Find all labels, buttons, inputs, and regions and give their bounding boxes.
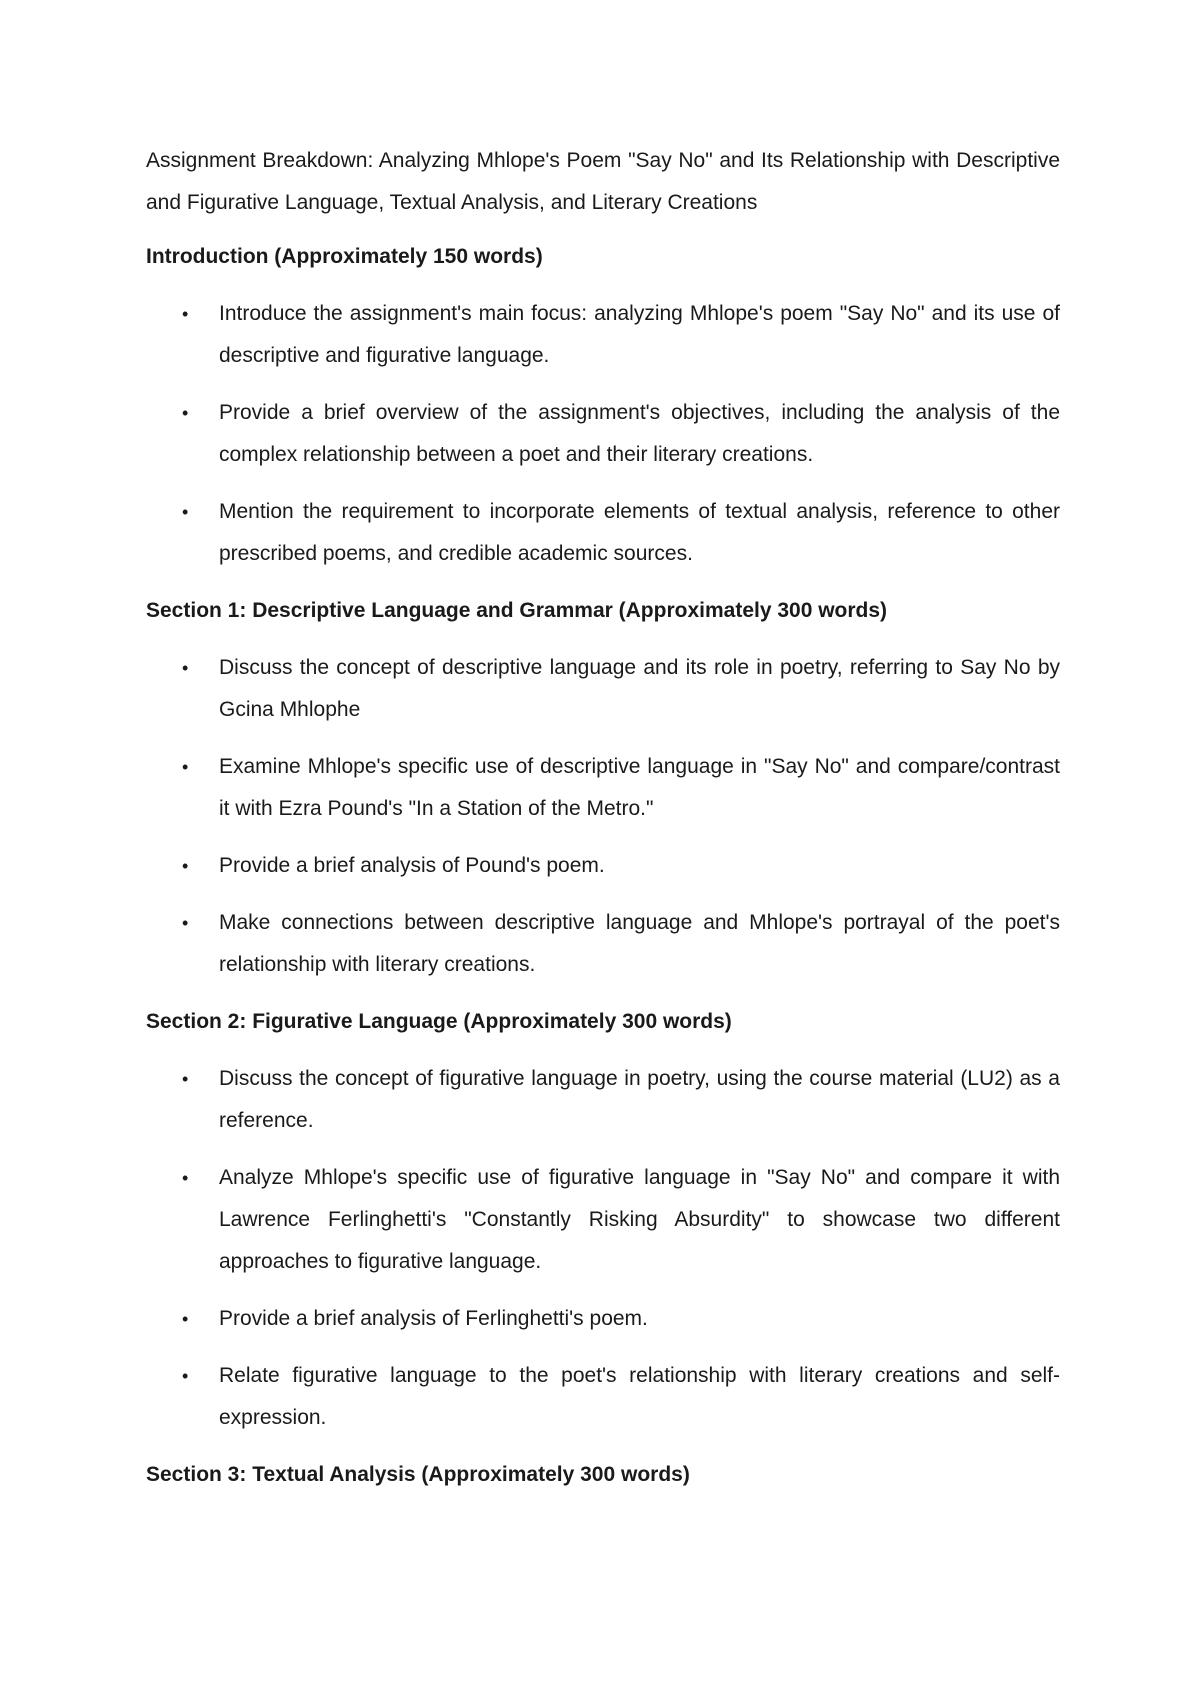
bullet-icon: •: [182, 502, 189, 522]
list-item: [146, 647, 1060, 731]
list-item-text: Discuss the concept of figurative language in poetry, using the course material (LU2) as a reference.: [219, 1067, 1060, 1132]
list-item-text: Provide a brief analysis of Ferlinghetti's poem.: [219, 1307, 648, 1330]
bullet-list: [146, 293, 1060, 575]
list-item: [146, 746, 1060, 830]
list-item: [146, 1298, 1060, 1340]
bullet-icon: •: [182, 913, 189, 933]
bullet-icon: •: [182, 304, 189, 324]
section-heading: Introduction (Approximately 150 words): [146, 245, 543, 268]
bullet-icon: •: [182, 1069, 189, 1089]
bullet-icon: •: [182, 403, 189, 423]
section-heading: Section 1: Descriptive Language and Grammar (Approximately 300 words): [146, 599, 888, 622]
section-2: [146, 1001, 1060, 1439]
section-3: [146, 1454, 1060, 1496]
list-item-text: Analyze Mhlope's specific use of figurative language in "Say No" and compare it with Lawrence Ferlinghetti's "Constantly Risking Absurdity" to showcase two different approaches to figurative language.: [219, 1166, 1060, 1273]
list-item: [146, 1058, 1060, 1142]
bullet-icon: •: [182, 1168, 189, 1188]
document-title-paragraph: Assignment Breakdown: Analyzing Mhlope's Poem "Say No" and Its Relationship with Descriptive and Figurative Language, Textual Analysis, and Literary Creations: [146, 149, 1060, 214]
section-introduction: [146, 236, 1060, 575]
section-heading: Section 3: Textual Analysis (Approximately 300 words): [146, 1463, 690, 1486]
list-item: [146, 902, 1060, 986]
list-item-text: Mention the requirement to incorporate elements of textual analysis, reference to other prescribed poems, and credible academic sources.: [219, 500, 1060, 565]
list-item-text: Provide a brief overview of the assignment's objectives, including the analysis of the complex relationship between a poet and their literary creations.: [219, 401, 1060, 466]
bullet-icon: •: [182, 658, 189, 678]
bullet-icon: •: [182, 856, 189, 876]
list-item: [146, 1157, 1060, 1283]
list-item: [146, 845, 1060, 887]
list-item-text: Relate figurative language to the poet's relationship with literary creations and self-expression.: [219, 1364, 1060, 1429]
list-item: [146, 1355, 1060, 1439]
list-item-text: Discuss the concept of descriptive language and its role in poetry, referring to Say No by Gcina Mhlophe: [219, 656, 1060, 721]
document-page: [146, 140, 1060, 1511]
list-item: [146, 491, 1060, 575]
list-item-text: Introduce the assignment's main focus: analyzing Mhlope's poem "Say No" and its use of descriptive and figurative language.: [219, 302, 1060, 367]
list-item-text: Examine Mhlope's specific use of descriptive language in "Say No" and compare/contrast it with Ezra Pound's "In a Station of the Metro.": [219, 755, 1060, 820]
bullet-icon: •: [182, 757, 189, 777]
bullet-list: [146, 647, 1060, 986]
list-item: [146, 392, 1060, 476]
list-item: [146, 293, 1060, 377]
bullet-icon: •: [182, 1366, 189, 1386]
section-heading: Section 2: Figurative Language (Approximately 300 words): [146, 1010, 732, 1033]
section-1: [146, 590, 1060, 986]
list-item-text: Provide a brief analysis of Pound's poem.: [219, 854, 605, 877]
bullet-list: [146, 1058, 1060, 1439]
bullet-icon: •: [182, 1309, 189, 1329]
list-item-text: Make connections between descriptive language and Mhlope's portrayal of the poet's relationship with literary creations.: [219, 911, 1060, 976]
